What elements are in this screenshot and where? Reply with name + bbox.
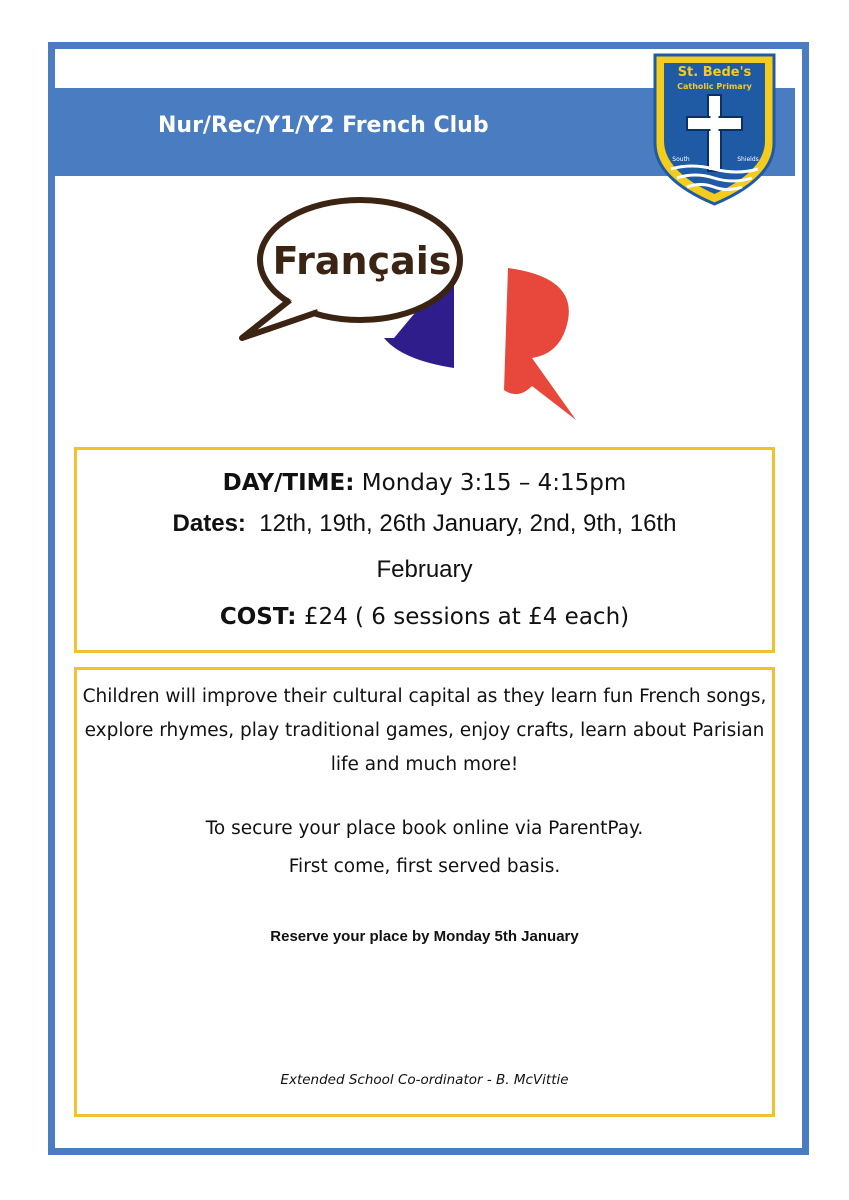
crest-subtitle: Catholic Primary (677, 82, 752, 91)
description-line: life and much more! (330, 754, 519, 775)
crest-name: St. Bede's (677, 65, 752, 80)
dates-line (77, 510, 772, 538)
logo-word: Français (272, 239, 452, 283)
school-crest-icon (651, 51, 778, 208)
crest-left-text: South (672, 156, 690, 163)
description-line: Children will improve their cultural capital as they learn fun French songs, (82, 686, 767, 707)
flag-red-shape (504, 268, 576, 420)
club-description (77, 680, 772, 782)
dates-label: Dates: (172, 510, 246, 537)
day-time-label: DAY/TIME: (222, 470, 355, 496)
day-time-line (77, 470, 772, 496)
day-time-value: Monday 3:15 – 4:15pm (361, 470, 627, 496)
cost-line (77, 604, 772, 630)
page-title: Nur/Rec/Y1/Y2 French Club (158, 113, 489, 138)
booking-instruction: To secure your place book online via ParentPay. (205, 818, 644, 839)
booking-basis: First come, first served basis. (288, 856, 561, 877)
francais-logo (232, 188, 592, 424)
reserve-deadline: Reserve your place by Monday 5th January (270, 928, 579, 945)
description-line: explore rhymes, play traditional games, enjoy crafts, learn about Parisian (84, 720, 765, 741)
coordinator-credit: Extended School Co-ordinator - B. McVittie (280, 1072, 569, 1088)
info-box (74, 667, 775, 1117)
cost-value: £24 ( 6 sessions at £4 each) (303, 604, 630, 630)
details-box (74, 447, 775, 653)
dates-value-line2: February (376, 556, 473, 583)
dates-value: 12th, 19th, 26th January, 2nd, 9th, 16th (259, 510, 677, 537)
crest-right-text: Shields (737, 156, 759, 163)
cost-label: COST: (219, 604, 297, 630)
